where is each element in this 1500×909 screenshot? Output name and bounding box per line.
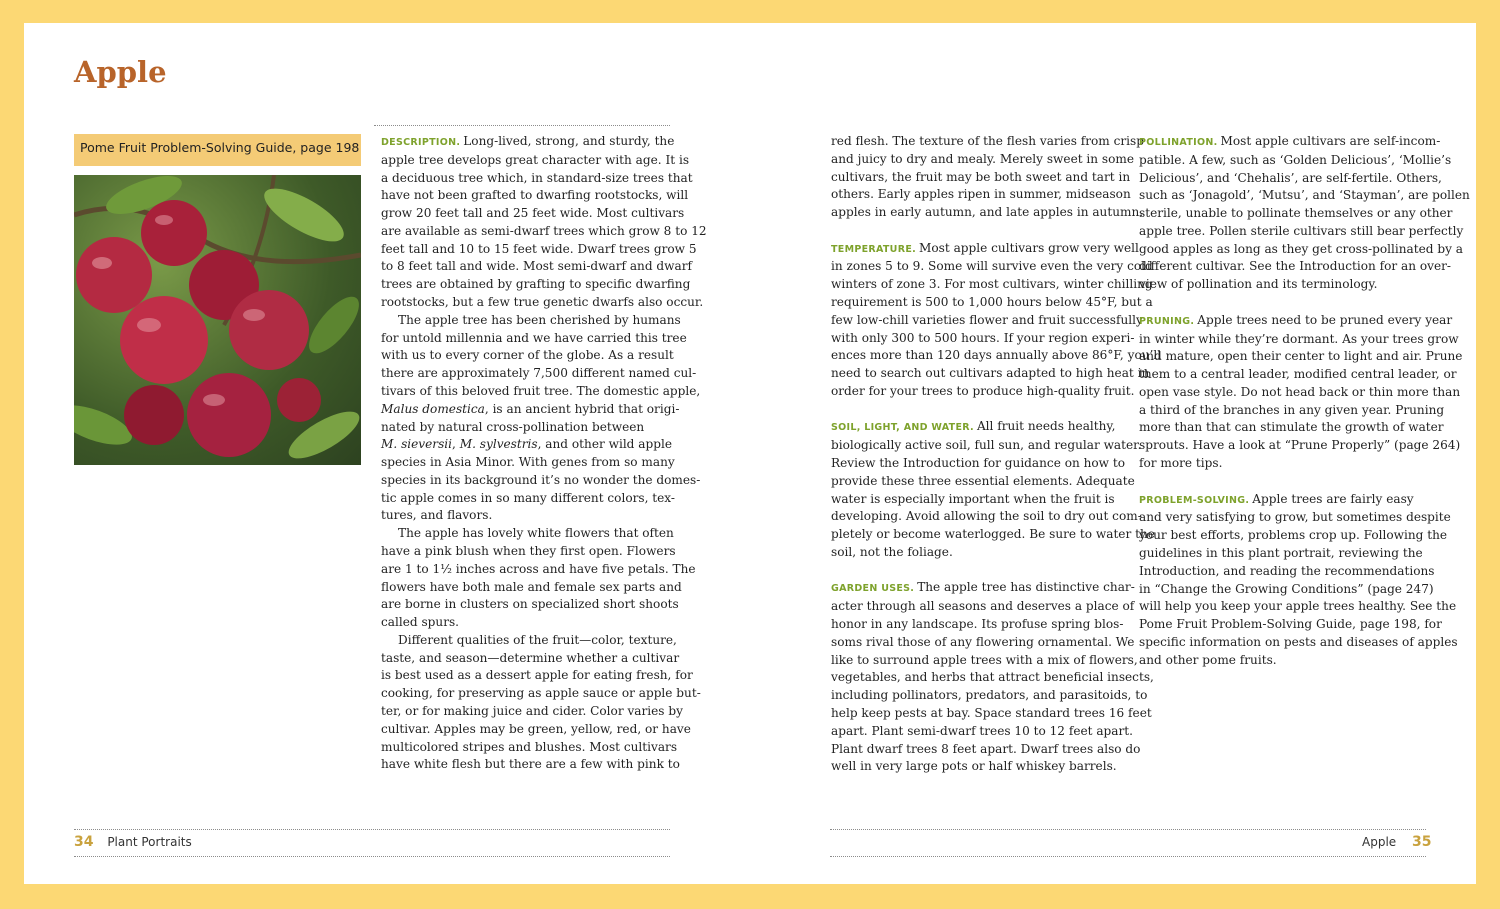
text-line: with only 300 to 500 hours. If your region experi- <box>831 330 1135 345</box>
column-description <box>381 133 707 774</box>
text-line: PROBLEM-SOLVING. Apple trees are fairly easy <box>1139 491 1414 506</box>
text-line: Introduction, and reading the recommendations <box>1139 563 1435 578</box>
apple-tree-branch-photo <box>74 175 361 465</box>
guide-reference-banner: Pome Fruit Problem-Solving Guide, page 198 <box>74 134 361 166</box>
text-line: vegetables, and herbs that attract beneficial insects, <box>831 670 1154 685</box>
text-line: The apple tree has been cherished by humans <box>398 312 681 327</box>
text-line: more than that can stimulate the growth of water <box>1139 420 1444 435</box>
section-heading-problem-solving: PROBLEM-SOLVING. <box>1139 494 1250 506</box>
text-line: tures, and flavors. <box>381 508 493 523</box>
text-line: including pollinators, predators, and parasitoids, to <box>831 688 1148 703</box>
footer-right <box>1362 834 1431 850</box>
text-line: is best used as a dessert apple for eating fresh, for <box>381 668 693 683</box>
text-line: Delicious’, and ‘Chehalis’, are self-fertile. Others, <box>1139 170 1442 185</box>
page-title: Apple <box>74 55 167 89</box>
text-line: there are approximately 7,500 different named cul- <box>381 366 697 381</box>
text-line: soms rival those of any flowering ornamental. We <box>831 634 1135 649</box>
book-spread <box>24 23 1476 884</box>
section-heading-garden-uses: GARDEN USES. <box>831 583 915 595</box>
text-line: view of pollination and its terminology. <box>1139 277 1378 292</box>
text-line: The apple has lovely white flowers that often <box>398 526 674 541</box>
text-line: are borne in clusters on specialized short shoots <box>381 597 679 612</box>
footer-divider-right-top <box>830 829 1426 830</box>
text-line: Plant dwarf trees 8 feet apart. Dwarf trees also do <box>831 741 1141 756</box>
footer-divider-right-bottom <box>830 856 1426 857</box>
text-line: taste, and season—determine whether a cultivar <box>381 650 680 665</box>
text-line: trees are obtained by grafting to specific dwarfing <box>381 277 691 292</box>
text-line: requirement is 500 to 1,000 hours below 45°F, but a <box>831 295 1153 310</box>
text-line: acter through all seasons and deserves a place of <box>831 599 1135 614</box>
text-line: order for your trees to produce high-quality fruit. <box>831 383 1135 398</box>
text-line: sterile, unable to pollinate themselves or any other <box>1139 206 1453 221</box>
section-heading-soil-light-water: SOIL, LIGHT, AND WATER. <box>831 422 974 434</box>
text-line: winters of zone 3. For most cultivars, winter chilling <box>831 277 1153 292</box>
text-line: SOIL, LIGHT, AND WATER. All fruit needs healthy, <box>831 419 1116 434</box>
text-line: red flesh. The texture of the flesh varies from crisp <box>831 134 1144 148</box>
text-line: called spurs. <box>381 615 460 630</box>
text-line: biologically active soil, full sun, and regular water. <box>831 438 1142 453</box>
text-line: to 8 feet tall and wide. Most semi-dwarf and dwarf <box>381 259 692 274</box>
text-line: species in Asia Minor. With genes from so many <box>381 455 675 470</box>
text-line: them to a central leader, modified central leader, or <box>1139 367 1457 382</box>
text-line: a third of the branches in any given year. Pruning <box>1139 402 1445 417</box>
text-line: TEMPERATURE. Most apple cultivars grow very well <box>831 240 1139 255</box>
text-line: specific information on pests and diseases of apples <box>1139 634 1458 649</box>
text-line: a deciduous tree which, in standard-size trees that <box>381 170 693 185</box>
text-line: tic apple comes in so many different colors, tex- <box>381 490 675 505</box>
text-line: need to search out cultivars adapted to high heat in <box>831 366 1150 381</box>
text-line: honor in any landscape. Its profuse spring blos- <box>831 617 1124 632</box>
text-line: will help you keep your apple trees healthy. See the <box>1139 599 1457 614</box>
column-growing <box>831 133 1162 776</box>
text-line: ences more than 120 days annually above 86°F, you’ll <box>831 348 1162 363</box>
text-line: for untold millennia and we have carried this tree <box>381 330 687 345</box>
text-line: Pome Fruit Problem-Solving Guide, page 198, for <box>1139 617 1442 632</box>
text-line: in “Change the Growing Conditions” (page 247) <box>1139 581 1434 596</box>
text-line: and mature, open their center to light and air. Prune <box>1139 349 1463 364</box>
text-line: apple tree develops great character with age. It is <box>381 152 690 167</box>
text-line: cultivar. Apples may be green, yellow, red, or have <box>381 721 691 736</box>
section-heading-description: DESCRIPTION. <box>381 137 461 148</box>
text-line: apart. Plant semi-dwarf trees 10 to 12 feet apart. <box>831 723 1133 738</box>
text-line: are 1 to 1½ inches across and have five petals. The <box>381 561 696 576</box>
text-line: provide these three essential elements. Adequate <box>831 473 1135 488</box>
text-line: species in its background it’s no wonder the domes- <box>381 472 701 487</box>
text-line: like to surround apple trees with a mix of flowers, <box>831 652 1138 667</box>
text-line: guidelines in this plant portrait, reviewing the <box>1139 545 1423 560</box>
text-line: good apples as long as they get cross-pollinated by a <box>1139 241 1463 256</box>
running-head-left: Plant Portraits <box>107 835 192 849</box>
text-line: for more tips. <box>1139 456 1223 471</box>
page-number-left: 34 <box>74 834 94 850</box>
text-line: PRUNING. Apple trees need to be pruned every year <box>1139 312 1453 327</box>
text-line: such as ‘Jonagold’, ‘Mutsu’, and ‘Stayman’, are pollen <box>1139 188 1470 203</box>
section-heading-pollination: POLLINATION. <box>1139 137 1218 148</box>
text-line: and juicy to dry and mealy. Merely sweet in some <box>831 151 1135 166</box>
text-line: M. sieversii, M. sylvestris, and other wild apple <box>381 437 672 452</box>
text-line: tivars of this beloved fruit tree. The domestic apple, <box>381 383 701 398</box>
text-line: DESCRIPTION. Long-lived, strong, and sturdy, the <box>381 134 675 148</box>
text-line: cooking, for preserving as apple sauce or apple but- <box>381 686 701 701</box>
text-line: Malus domestica, is an ancient hybrid that origi- <box>381 401 680 416</box>
text-line: in winter while they’re dormant. As your trees grow <box>1139 331 1459 346</box>
page-number-right: 35 <box>1412 834 1432 850</box>
footer-divider-left-top <box>74 829 670 830</box>
text-line: have white flesh but there are a few with pink to <box>381 757 680 772</box>
text-line: feet tall and 10 to 15 feet wide. Dwarf trees grow 5 <box>381 241 697 256</box>
text-line: patible. A few, such as ‘Golden Delicious’, ‘Mollie’s <box>1139 152 1452 167</box>
text-line: grow 20 feet tall and 25 feet wide. Most cultivars <box>381 206 685 221</box>
text-line: are available as semi-dwarf trees which grow 8 to 12 <box>381 223 707 238</box>
text-line: open vase style. Do not head back or thin more than <box>1139 384 1461 399</box>
text-line: your best efforts, problems crop up. Following the <box>1139 528 1448 543</box>
text-line: developing. Avoid allowing the soil to dry out com- <box>831 509 1142 524</box>
column-care <box>1139 133 1470 669</box>
section-heading-pruning: PRUNING. <box>1139 315 1195 327</box>
text-line: soil, not the foliage. <box>831 544 953 559</box>
text-line: multicolored stripes and blushes. Most cultivars <box>381 739 678 754</box>
text-line: different cultivar. See the Introduction for an over- <box>1139 259 1452 274</box>
text-line: flowers have both male and female sex parts and <box>381 579 682 594</box>
text-line: pletely or become waterlogged. Be sure to water the <box>831 527 1155 542</box>
text-line: ter, or for making juice and cider. Color varies by <box>381 704 683 718</box>
text-line: GARDEN USES. The apple tree has distinctive char- <box>831 580 1135 595</box>
text-line: help keep pests at bay. Space standard trees 16 feet <box>831 705 1152 720</box>
text-line: water is especially important when the fruit is <box>831 491 1115 506</box>
text-line: Different qualities of the fruit—color, texture, <box>398 632 677 647</box>
text-line: in zones 5 to 9. Some will survive even the very cold <box>831 259 1153 274</box>
text-line: POLLINATION. Most apple cultivars are self-incom- <box>1139 134 1441 148</box>
section-heading-temperature: TEMPERATURE. <box>831 243 917 255</box>
top-divider-left <box>374 125 670 126</box>
text-line: apple tree. Pollen sterile cultivars still bear perfectly <box>1139 223 1464 238</box>
footer-left <box>74 834 192 850</box>
text-line: cultivars, the fruit may be both sweet and tart in <box>831 169 1131 184</box>
text-line: others. Early apples ripen in summer, midseason <box>831 187 1131 202</box>
text-line: have a pink blush when they first open. Flowers <box>381 543 676 558</box>
text-line: apples in early autumn, and late apples in autumn. <box>831 205 1144 220</box>
text-line: and other pome fruits. <box>1139 652 1277 667</box>
text-line: sprouts. Have a look at “Prune Properly” (page 264) <box>1139 438 1461 453</box>
text-line: rootstocks, but a few true genetic dwarfs also occur. <box>381 295 704 310</box>
text-line: well in very large pots or half whiskey barrels. <box>831 759 1117 774</box>
text-line: and very satisfying to grow, but sometimes despite <box>1139 510 1451 525</box>
footer-divider-left-bottom <box>74 856 670 857</box>
text-line: Review the Introduction for guidance on how to <box>831 456 1126 471</box>
text-line: nated by natural cross-pollination between <box>381 419 645 434</box>
text-line: have not been grafted to dwarfing rootstocks, will <box>381 188 689 203</box>
running-head-right: Apple <box>1362 835 1397 849</box>
text-line: with us to every corner of the globe. As a result <box>381 348 674 363</box>
text-line: few low-chill varieties flower and fruit successfully <box>831 312 1143 327</box>
